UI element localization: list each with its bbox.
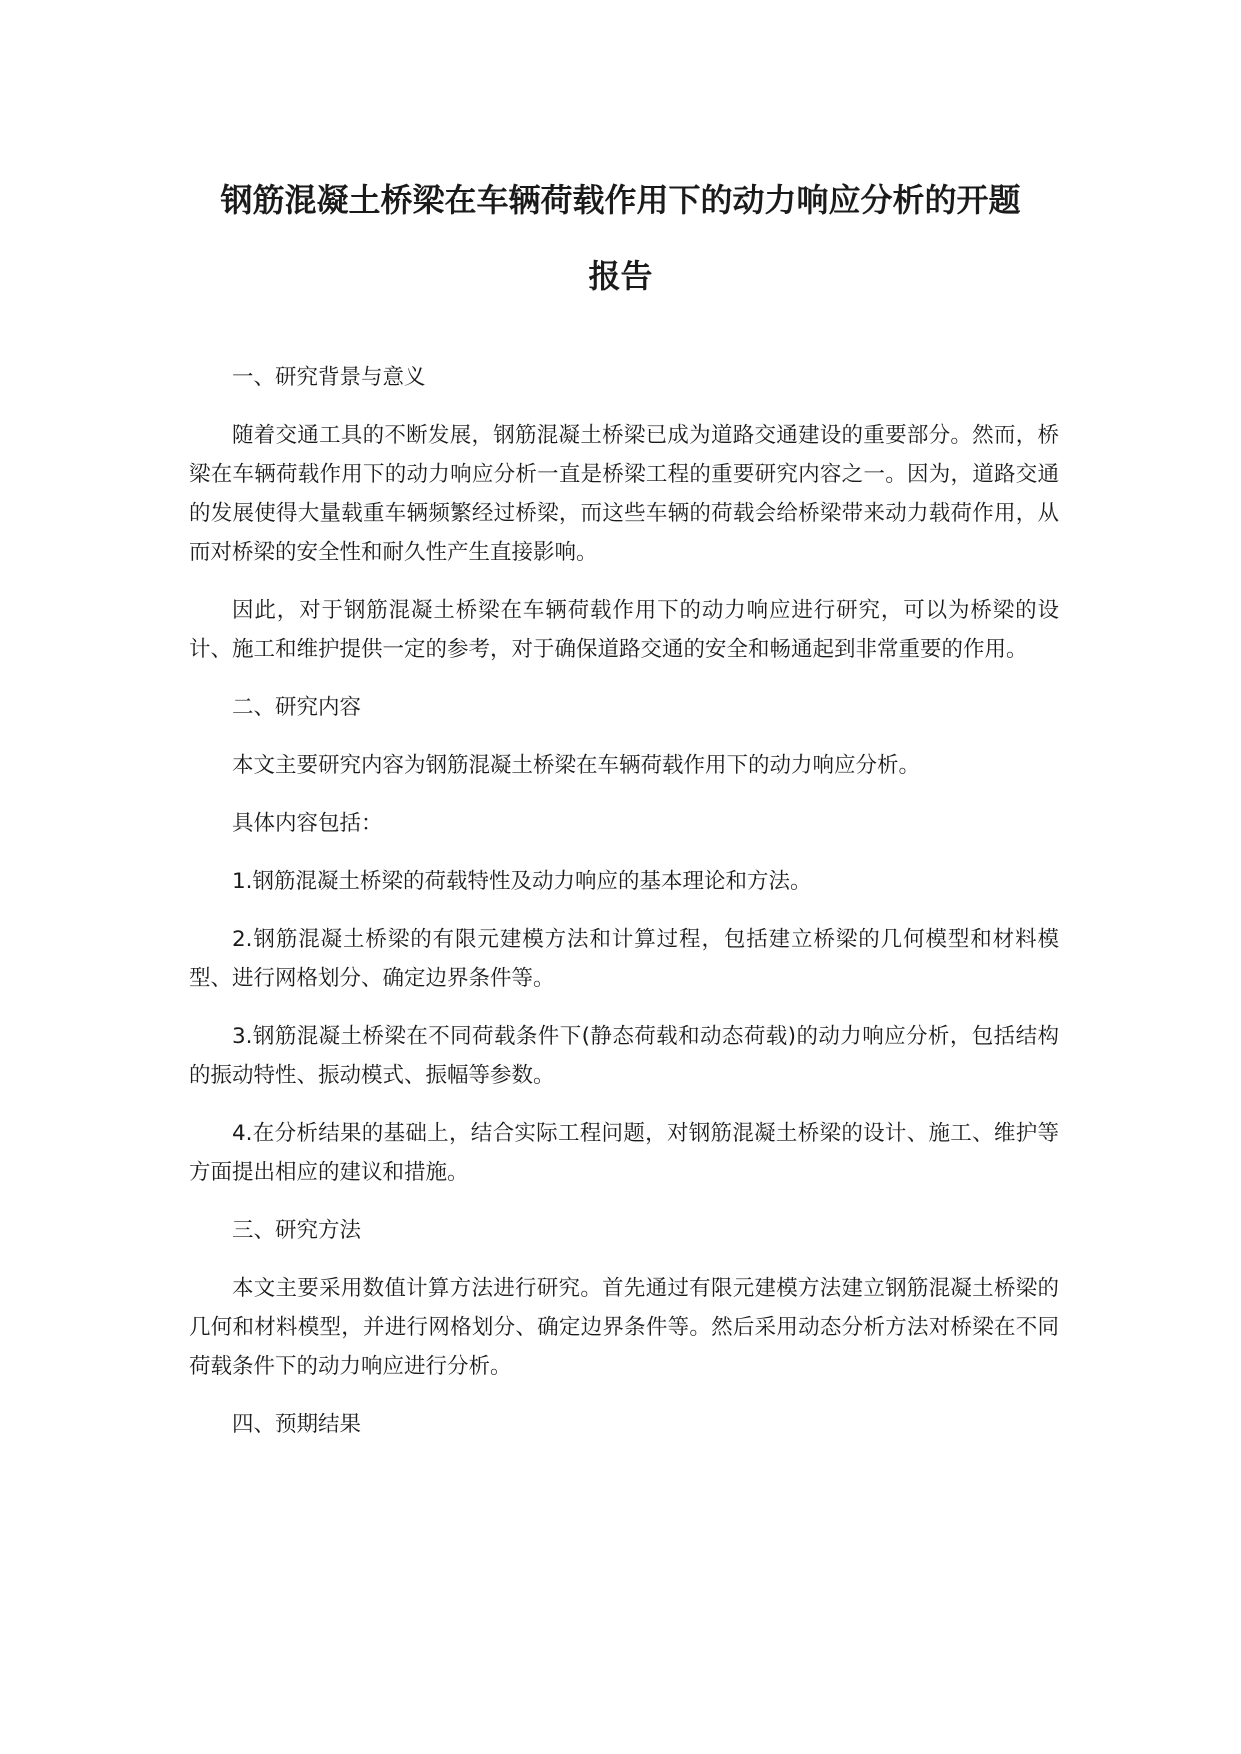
section-heading-method: 三、研究方法 — [232, 1218, 362, 1243]
paragraph-content-list-intro: 具体内容包括： — [232, 811, 383, 836]
list-item-3: 3.钢筋混凝土桥梁在不同荷载条件下(静态荷载和动态荷载)的动力响应分析，包括结构的振动特性、振动模式、振幅等参数。 — [189, 1024, 1059, 1088]
document-body — [189, 358, 1059, 1463]
list-item-4: 4.在分析结果的基础上，结合实际工程问题，对钢筋混凝土桥梁的设计、施工、维护等方面提出相应的建议和措施。 — [189, 1121, 1059, 1185]
document-title-line-2: 报告 — [588, 257, 653, 295]
section-heading-background: 一、研究背景与意义 — [232, 365, 426, 390]
paragraph-background-2: 因此，对于钢筋混凝土桥梁在车辆荷载作用下的动力响应进行研究，可以为桥梁的设计、施工和维护提供一定的参考，对于确保道路交通的安全和畅通起到非常重要的作用。 — [189, 598, 1059, 662]
section-heading-content: 二、研究内容 — [232, 695, 362, 720]
document-title-line-1: 钢筋混凝土桥梁在车辆荷载作用下的动力响应分析的开题 — [220, 181, 1021, 219]
list-item-2: 2.钢筋混凝土桥梁的有限元建模方法和计算过程，包括建立桥梁的几何模型和材料模型、进行网格划分、确定边界条件等。 — [189, 927, 1059, 991]
paragraph-method: 本文主要采用数值计算方法进行研究。首先通过有限元建模方法建立钢筋混凝土桥梁的几何和材料模型，并进行网格划分、确定边界条件等。然后采用动态分析方法对桥梁在不同荷载条件下的动力响应进行分析。 — [189, 1276, 1059, 1379]
paragraph-background-1: 随着交通工具的不断发展，钢筋混凝土桥梁已成为道路交通建设的重要部分。然而，桥梁在车辆荷载作用下的动力响应分析一直是桥梁工程的重要研究内容之一。因为，道路交通的发展使得大量载重车辆频繁经过桥梁，而这些车辆的荷载会给桥梁带来动力载荷作用，从而对桥梁的安全性和耐久性产生直接影响。 — [189, 423, 1059, 565]
list-item-1: 1.钢筋混凝土桥梁的荷载特性及动力响应的基本理论和方法。 — [232, 869, 812, 894]
section-heading-expected-results: 四、预期结果 — [232, 1412, 362, 1437]
paragraph-content-intro: 本文主要研究内容为钢筋混凝土桥梁在车辆荷载作用下的动力响应分析。 — [232, 753, 921, 778]
